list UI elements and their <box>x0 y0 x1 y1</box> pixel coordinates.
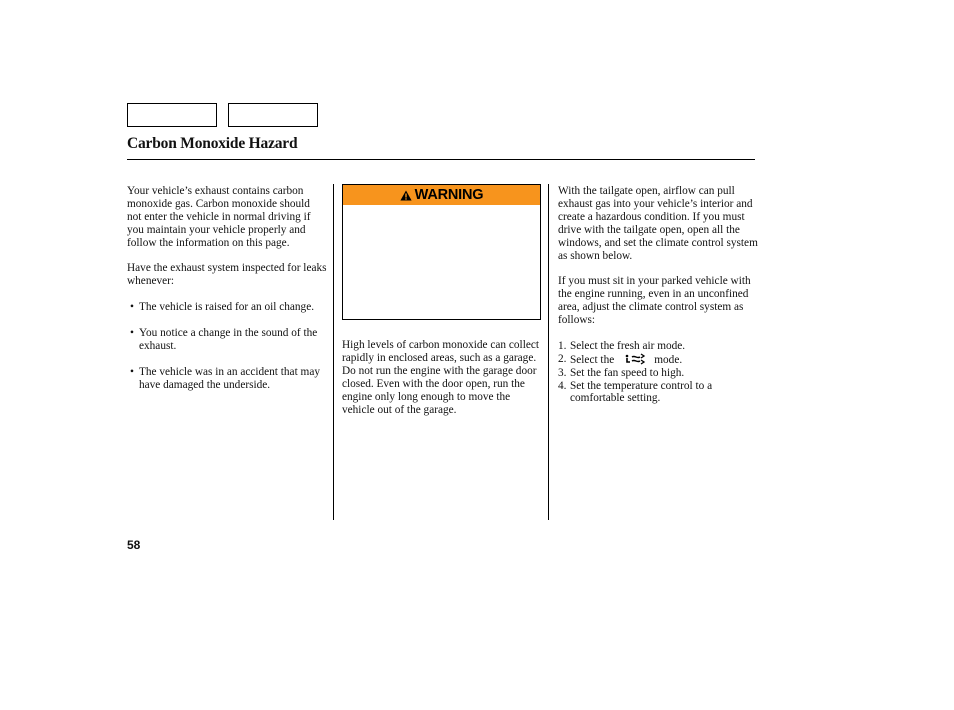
title-rule <box>127 159 755 160</box>
inspect-paragraph: Have the exhaust system inspected for leaks whenever: <box>127 262 327 288</box>
warning-body: High levels of carbon monoxide can collect rapidly in enclosed areas, such as a garage. Do not run the engine with the garage door closed. Even with the door open, run the engine only long enough to move the vehicle out of the garage. <box>342 339 540 416</box>
list-item: • You notice a change in the sound of the exhaust. <box>130 326 318 352</box>
steps-list <box>558 340 758 406</box>
column-divider-2 <box>548 184 549 520</box>
parked-paragraph: If you must sit in your parked vehicle with the engine running, even in an unconfined area, adjust the climate control system as follows: <box>558 275 751 327</box>
intro-paragraph: Your vehicle’s exhaust contains carbon monoxide gas. Carbon monoxide should not enter the vehicle in normal driving if you maintain your vehicle properly and follow the information on this page. <box>127 185 311 249</box>
page-number: 58 <box>127 538 141 552</box>
list-item: 1. Select the fresh air mode. <box>558 339 686 352</box>
list-item: 3. Set the fan speed to high. <box>558 366 685 379</box>
nav-tab-1[interactable] <box>127 103 217 127</box>
list-item: • The vehicle is raised for an oil change. <box>130 301 315 314</box>
fan-mode-icon <box>624 353 646 365</box>
column-divider-1 <box>333 184 334 520</box>
list-item: 4. Set the temperature control to a comfortable setting. <box>558 379 713 405</box>
list-item: • The vehicle was in an accident that may have damaged the underside. <box>130 365 320 391</box>
warning-label: WARNING <box>414 187 484 203</box>
warning-triangle-icon <box>400 190 412 201</box>
column-intro <box>127 185 327 404</box>
tailgate-paragraph: With the tailgate open, airflow can pull exhaust gas into your vehicle’s interior and create a hazardous condition. If you must drive with the tailgate open, open all the windows, and set the climate control system as shown below. <box>558 185 758 262</box>
bullet-text: The vehicle is raised for an oil change. <box>139 301 315 314</box>
warning-bar <box>343 185 540 205</box>
section-title: Carbon Monoxide Hazard <box>127 135 298 152</box>
column-climate <box>558 185 758 405</box>
warning-box <box>342 184 541 320</box>
list-item: 2. Select the mode. <box>558 352 683 366</box>
warning-text-block <box>342 339 542 429</box>
bullet-text: The vehicle was in an accident that may have damaged the underside. <box>139 365 320 391</box>
bullet-text: You notice a change in the sound of the exhaust. <box>139 326 318 352</box>
nav-tab-2[interactable] <box>228 103 318 127</box>
